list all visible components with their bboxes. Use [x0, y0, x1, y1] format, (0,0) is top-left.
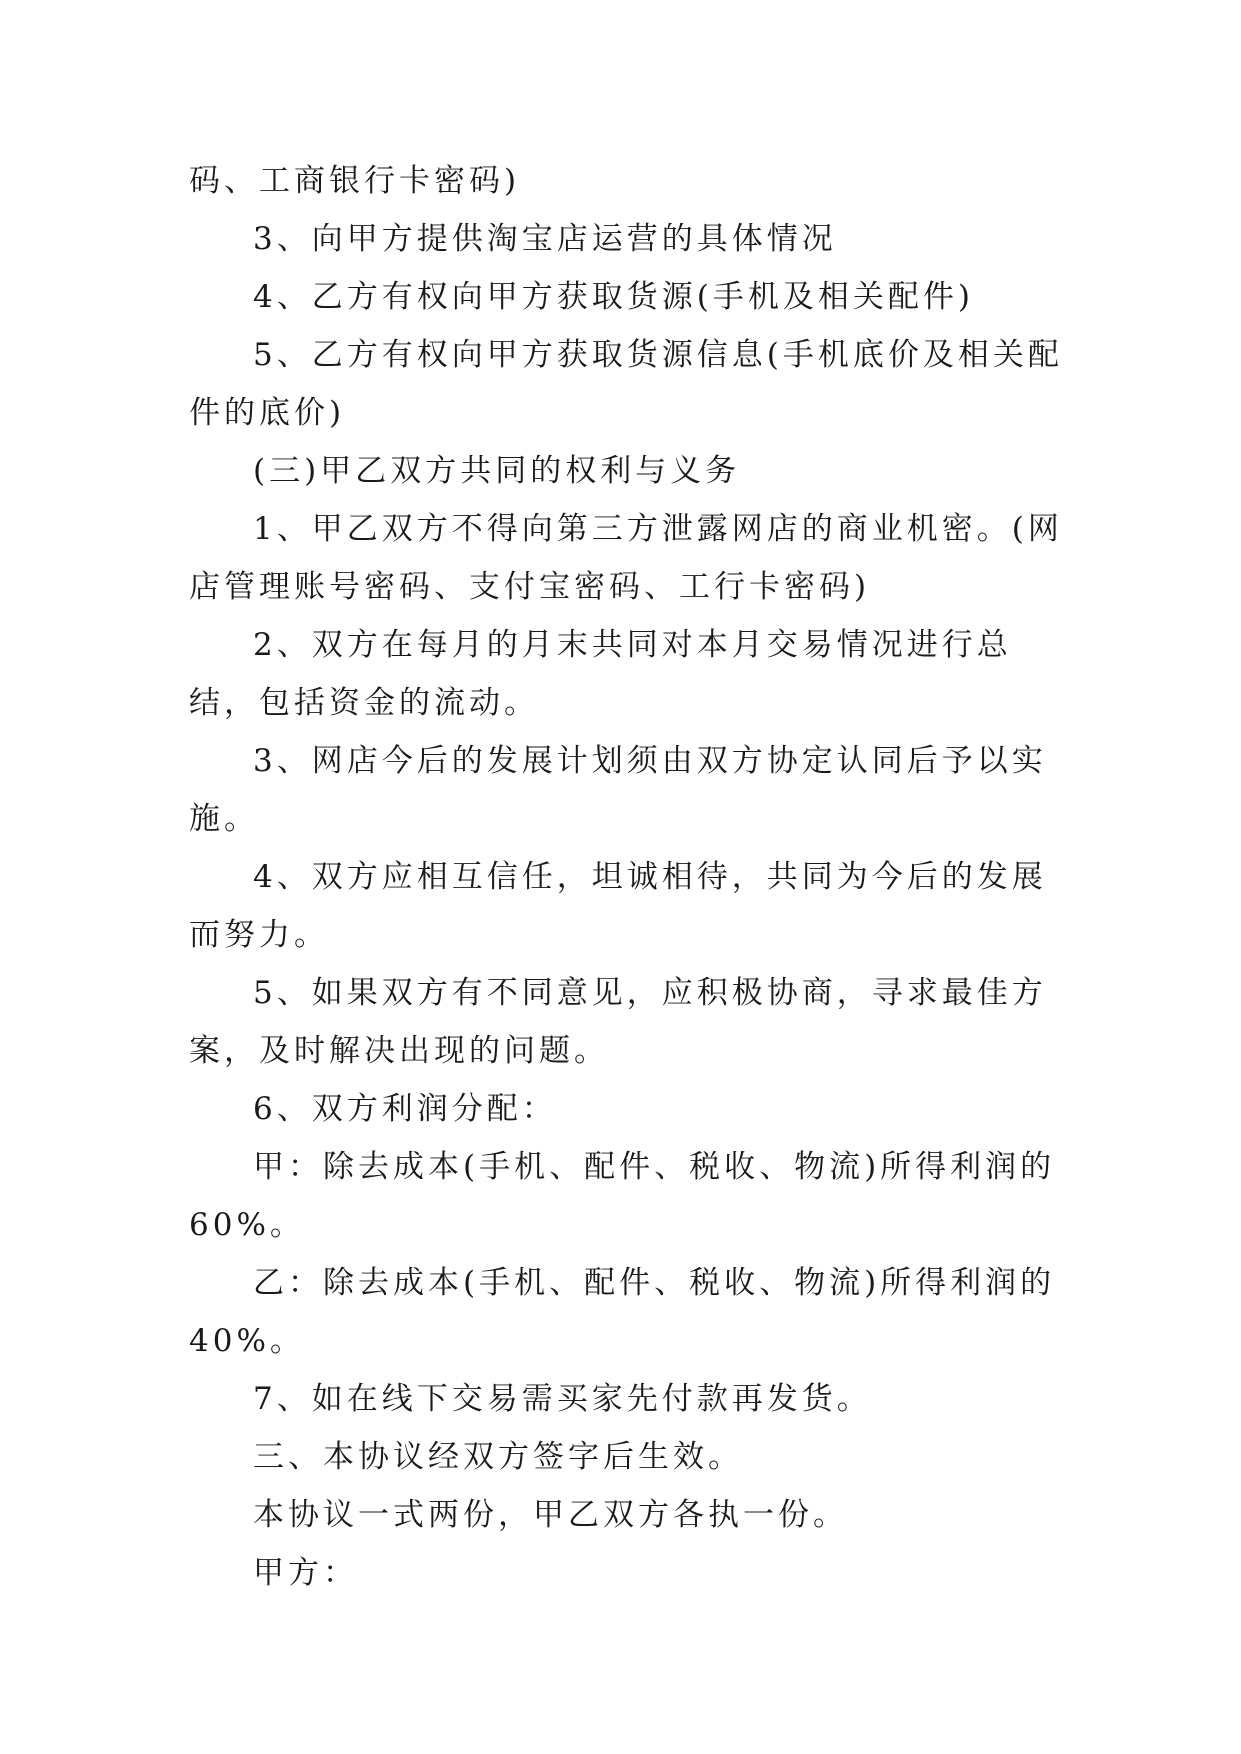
section-heading: (三)甲乙双方共同的权利与义务 [253, 453, 741, 489]
paragraph: 5、如果双方有不同意见，应积极协商，寻求最佳方案，及时解决出现的问题。 [189, 975, 1047, 1069]
paragraph: 2、双方在每月的月末共同对本月交易情况进行总结，包括资金的流动。 [189, 627, 1012, 721]
paragraph: 6、双方利润分配： [253, 1091, 557, 1127]
document-body [189, 152, 1069, 1602]
paragraph: 码、工商银行卡密码) [189, 163, 521, 199]
paragraph: 三、本协议经双方签字后生效。 [253, 1439, 743, 1475]
paragraph: 7、如在线下交易需买家先付款再发货。 [253, 1381, 872, 1417]
paragraph: 4、乙方有权向甲方获取货源(手机及相关配件) [253, 279, 974, 315]
paragraph: 4、双方应相互信任，坦诚相待，共同为今后的发展而努力。 [189, 859, 1047, 953]
paragraph: 本协议一式两份，甲乙双方各执一份。 [253, 1497, 848, 1533]
paragraph: 乙：除去成本(手机、配件、税收、物流)所得利润的40%。 [189, 1265, 1056, 1359]
paragraph: 3、向甲方提供淘宝店运营的具体情况 [253, 221, 837, 257]
paragraph: 甲：除去成本(手机、配件、税收、物流)所得利润的60%。 [189, 1149, 1056, 1243]
paragraph: 5、乙方有权向甲方获取货源信息(手机底价及相关配件的底价) [189, 337, 1063, 431]
paragraph: 1、甲乙双方不得向第三方泄露网店的商业机密。(网店管理账号密码、支付宝密码、工行卡密码) [189, 511, 1063, 605]
signature-line: 甲方： [253, 1555, 358, 1591]
paragraph: 3、网店今后的发展计划须由双方协定认同后予以实施。 [189, 743, 1047, 837]
